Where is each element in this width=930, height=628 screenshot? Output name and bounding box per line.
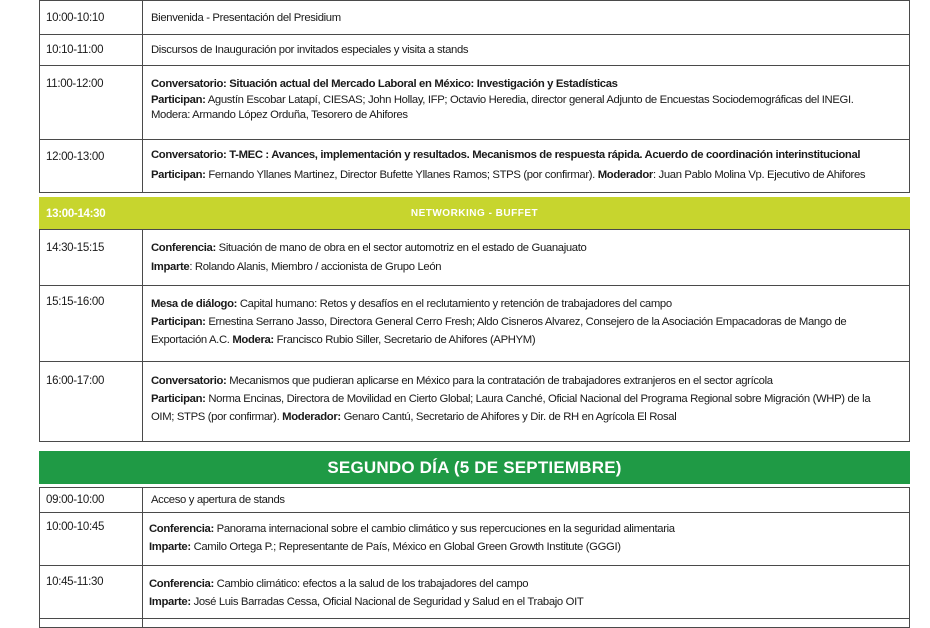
agenda-row	[39, 229, 910, 286]
description-cell	[143, 230, 909, 285]
description-cell	[143, 286, 909, 361]
moderator-text: : Juan Pablo Molina Vp. Ejecutivo de Ahifores	[652, 168, 866, 181]
participants-label: Participan:	[151, 93, 206, 106]
speaker-text: Camilo Ortega P.; Representante de País, México en Global Green Growth Institute (GGGI)	[190, 541, 621, 553]
moderator-label: Moderador	[597, 168, 653, 181]
session-title: Conversatorio: Situación actual del Mercado Laboral en México: Investigación y Estadísticas	[151, 78, 618, 90]
time-cell: 16:00-17:00	[40, 362, 143, 441]
time-cell: 15:15-16:00	[40, 286, 143, 361]
moderator-label: Moderador:	[282, 411, 341, 423]
participants-label: Participan:	[151, 168, 206, 181]
session-type-label: Mesa de diálogo:	[151, 298, 238, 310]
participants-text: Ernestina Serrano Jasso, Directora General Cerro Fresh; Aldo Cisneros Alvarez, Consejero de la Asociación Empacadoras de Mango de	[205, 316, 847, 328]
day-two-banner: SEGUNDO DÍA (5 DE SEPTIEMBRE)	[39, 451, 910, 484]
participants-label: Participan:	[151, 316, 206, 328]
description-cell	[143, 513, 909, 565]
session-type-label: Conferencia:	[149, 578, 214, 590]
participants-text: Norma Encinas, Directora de Movilidad en Cierto Global; Laura Canché, Oficial Nacional del Programa Regional sobre Migración (WHP) de la	[205, 393, 871, 405]
time-cell: 12:00-13:00	[40, 140, 143, 192]
description-cell	[143, 140, 909, 192]
time-cell	[40, 619, 143, 627]
time-cell: 10:45-11:30	[40, 566, 143, 618]
speaker-text: : Rolando Alanis, Miembro / accionista de Grupo León	[189, 260, 442, 273]
networking-caption: NETWORKING - BUFFET	[410, 208, 539, 219]
agenda-row	[39, 361, 910, 442]
agenda-row	[39, 34, 910, 66]
session-title: Situación de mano de obra en el sector automotriz en el estado de Guanajuato	[215, 242, 587, 254]
speaker-label: Imparte:	[149, 596, 191, 608]
participants-text-cont: OIM; STPS (por confirmar).	[151, 411, 283, 423]
session-type-label: Conferencia:	[151, 242, 216, 254]
moderator-text: Modera: Armando López Orduña, Tesorero de Ahifores	[151, 109, 408, 121]
moderator-text: Genaro Cantú, Secretario de Ahifores y Dir. de RH en Agrícola El Rosal	[340, 411, 677, 423]
speaker-text: José Luis Barradas Cessa, Oficial Nacional de Seguridad y Salud en el Trabajo OIT	[190, 596, 584, 608]
session-type-label: Conferencia:	[149, 523, 214, 535]
description-cell: Discursos de Inauguración por invitados especiales y visita a stands	[151, 44, 469, 56]
description-cell: Acceso y apertura de stands	[151, 494, 285, 506]
session-title: Conversatorio: T-MEC : Avances, implementación y resultados. Mecanismos de respuesta rápida. Acuerdo de coordinación interinstitucional	[151, 149, 861, 161]
agenda-row	[39, 565, 910, 619]
moderator-text: Francisco Rubio Siller, Secretario de Ahifores (APHYM)	[273, 334, 536, 346]
participants-text: Fernando Yllanes Martinez, Director Bufette Yllanes Ramos; STPS (por confirmar).	[205, 168, 598, 181]
time-cell: 09:00-10:00	[40, 488, 143, 512]
session-title: Capital humano: Retos y desafíos en el reclutamiento y retención de trabajadores del campo	[237, 298, 672, 310]
agenda-row	[39, 65, 910, 140]
time-cell: 10:00-10:45	[40, 513, 143, 565]
agenda-row	[39, 487, 910, 513]
agenda-row	[39, 139, 910, 193]
networking-row	[39, 197, 910, 229]
time-cell: 14:30-15:15	[40, 230, 143, 285]
description-cell	[143, 66, 909, 139]
session-title: Panorama internacional sobre el cambio climático y sus repercuciones en la seguridad alimentaria	[213, 523, 675, 535]
session-title: Mecanismos que pudieran aplicarse en México para la contratación de trabajadores extranjeros en el sector agrícola	[226, 375, 773, 387]
session-title: Cambio climático: efectos a la salud de los trabajadores del campo	[213, 578, 529, 590]
time-cell: 10:10-11:00	[40, 35, 143, 65]
agenda-row	[39, 0, 910, 35]
agenda-row	[39, 512, 910, 566]
description-cell: Bienvenida - Presentación del Presidium	[151, 12, 341, 24]
time-cell: 11:00-12:00	[40, 66, 143, 139]
participants-text-cont: Exportación A.C.	[151, 334, 233, 346]
participants-label: Participan:	[151, 393, 206, 405]
session-type-label: Conversatorio:	[151, 375, 227, 387]
speaker-label: Imparte	[151, 260, 190, 273]
agenda-row	[39, 285, 910, 362]
participants-text: Agustín Escobar Latapí, CIESAS; John Hollay, IFP; Octavio Heredia, director general Adjunto de Encuestas Sociodemográficas del INEGI.	[205, 93, 854, 106]
description-cell	[143, 566, 909, 618]
time-cell: 10:00-10:10	[40, 1, 143, 34]
time-cell: 13:00-14:30	[46, 208, 106, 220]
description-cell	[143, 362, 909, 441]
speaker-label: Imparte:	[149, 541, 191, 553]
moderator-label: Modera:	[232, 334, 274, 346]
